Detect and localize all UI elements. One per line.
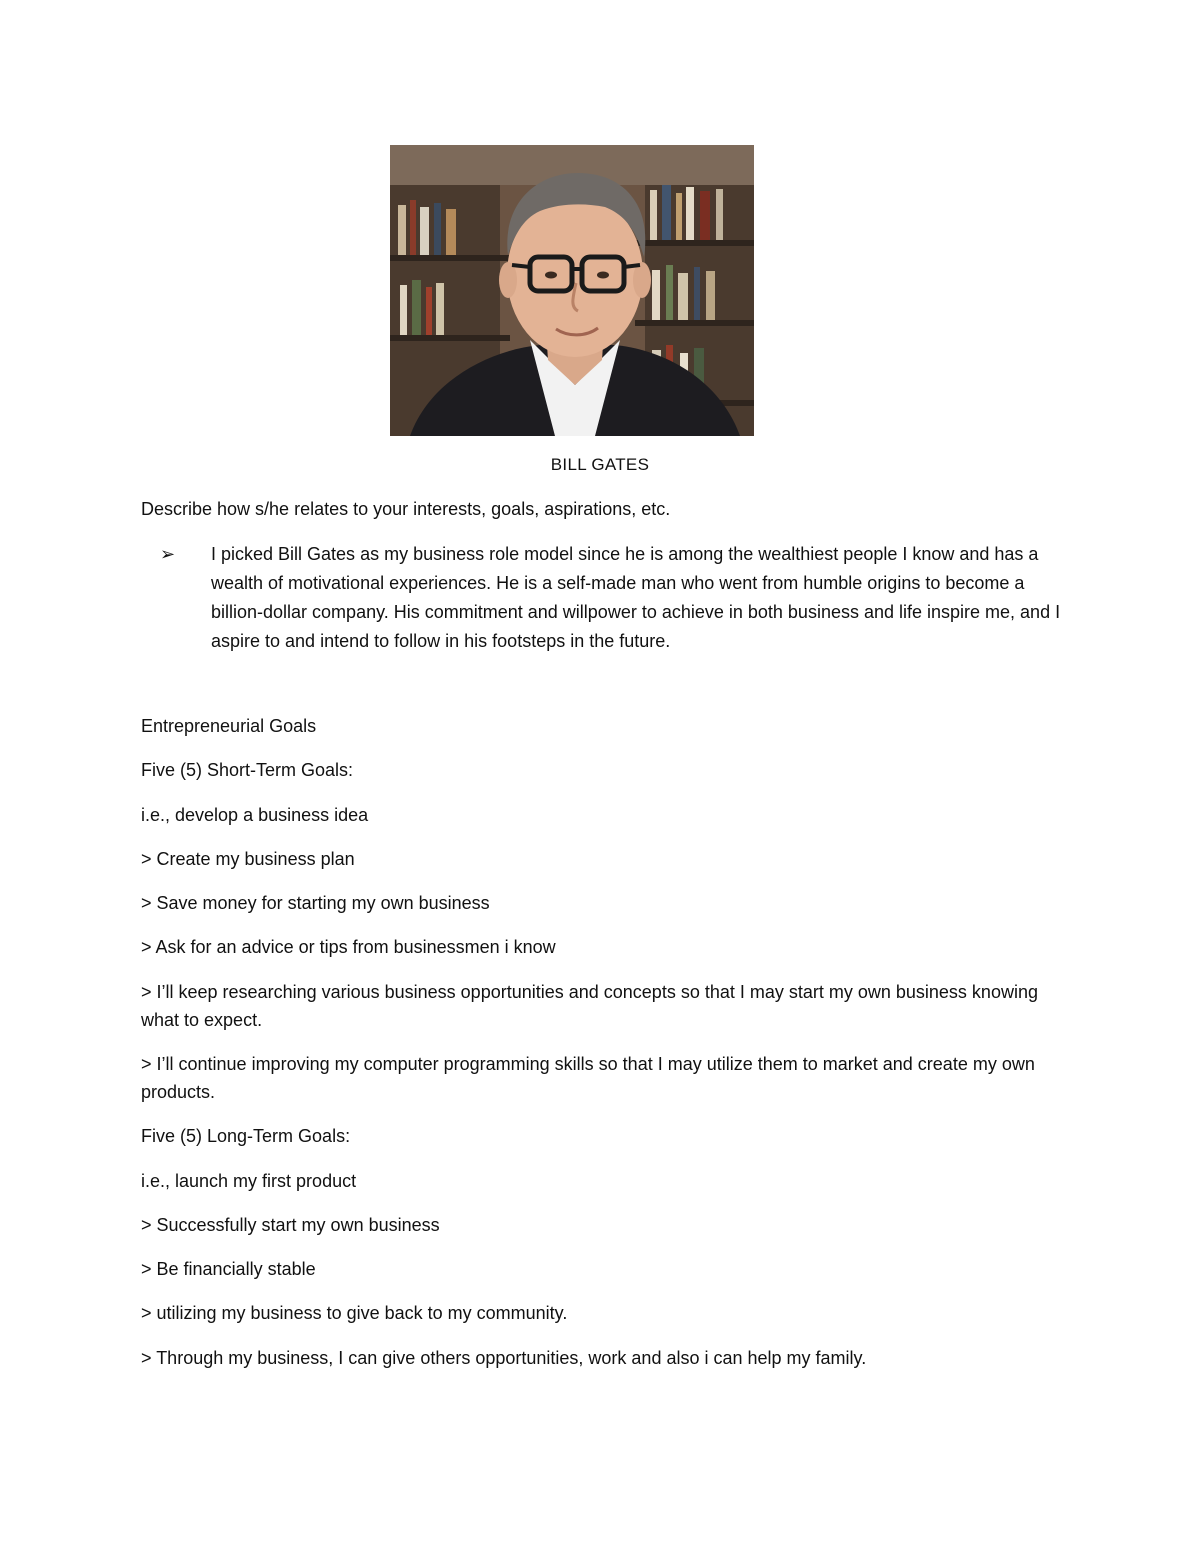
prompt-question: Describe how s/he relates to your interests, goals, aspirations, etc. [141,499,671,519]
long-term-goal-1: > Successfully start my own business [141,1215,440,1235]
short-term-heading: Five (5) Short-Term Goals: [141,760,354,780]
short-term-example: i.e., develop a business idea [141,805,369,825]
short-term-goal-2: > Save money for starting my own business [141,893,490,913]
short-term-goal-3: > Ask for an advice or tips from businessmen i know [141,937,556,957]
long-term-example: i.e., launch my first product [141,1171,357,1191]
portrait-photo [390,145,754,436]
short-term-goal-1: > Create my business plan [141,849,355,869]
long-term-heading: Five (5) Long-Term Goals: [141,1126,351,1146]
long-term-goal-4: > Through my business, I can give others opportunities, work and also i can help my family. [141,1348,867,1368]
long-term-goal-3: > utilizing my business to give back to my community. [141,1303,568,1323]
photo-caption: BILL GATES [550,455,650,474]
short-term-goal-5: > I’ll continue improving my computer programming skills so that I may utilize them to market and create my own products. [141,1054,1035,1102]
short-term-goal-4: > I’ll keep researching various business opportunities and concepts so that I may start my own business knowing what to expect. [141,982,1038,1030]
arrow-bullet-icon: ➢ [160,544,176,564]
long-term-goal-2: > Be financially stable [141,1259,316,1279]
section-title: Entrepreneurial Goals [141,716,317,736]
bullet-text: I picked Bill Gates as my business role model since he is among the wealthiest people I know and has a wealth of motivational experiences. He is a self-made man who went from humble origins to become a billion-dollar company. His commitment and willpower to achieve in both business and life inspire me, and I aspire to and intend to follow in his footsteps in the future. [211,544,1061,651]
